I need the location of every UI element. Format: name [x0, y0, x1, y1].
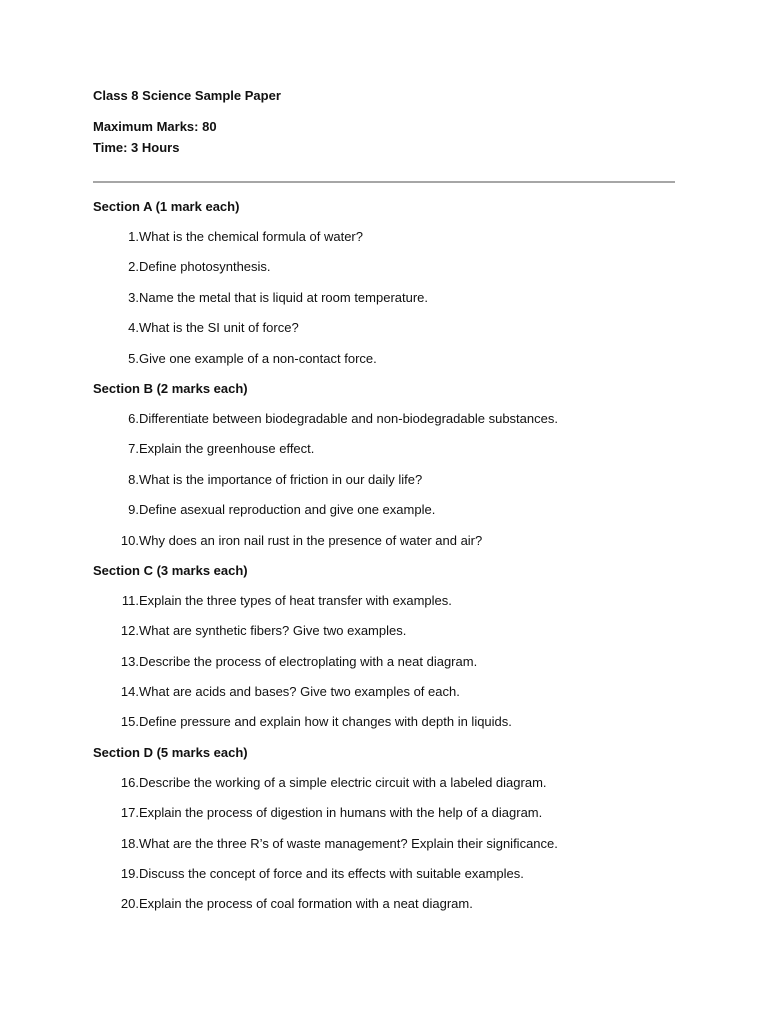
question-text: Differentiate between biodegradable and non-biodegradable substances.	[139, 410, 558, 426]
question-number: 9.	[128, 502, 139, 518]
question-text: Define asexual reproduction and give one example.	[139, 502, 436, 518]
question-number: 16.	[120, 774, 139, 790]
question-list	[93, 775, 693, 913]
question-text: What are acids and bases? Give two examples of each.	[139, 684, 460, 700]
question-number: 6.	[128, 410, 139, 426]
question-item	[93, 290, 693, 306]
question-number: 1.	[128, 229, 139, 244]
question-number: 11.	[121, 592, 139, 608]
section-heading: Section A (1 mark each)	[93, 199, 240, 214]
paper-title: Class 8 Science Sample Paper	[93, 88, 281, 103]
question-text: Describe the process of electroplating with a neat diagram.	[139, 653, 478, 669]
question-text: Explain the process of coal formation with a neat diagram.	[139, 896, 473, 912]
section-heading: Section D (5 marks each)	[93, 744, 248, 760]
question-item	[93, 593, 693, 609]
question-item	[93, 866, 693, 882]
question-item	[93, 351, 693, 367]
question-item	[93, 259, 693, 275]
question-item	[93, 320, 693, 336]
question-number: 12.	[120, 623, 139, 639]
question-text: Name the metal that is liquid at room temperature.	[139, 289, 429, 305]
question-text: What are synthetic fibers? Give two examples.	[139, 623, 407, 639]
question-number: 2.	[128, 259, 139, 275]
question-item	[93, 441, 693, 457]
question-number: 15.	[120, 714, 139, 730]
question-item	[93, 623, 693, 639]
question-number: 5.	[128, 350, 139, 366]
question-item	[93, 836, 693, 852]
question-number: 13.	[120, 653, 139, 669]
question-text: Explain the three types of heat transfer with examples.	[139, 592, 452, 608]
question-item	[93, 805, 693, 821]
question-text: What is the SI unit of force?	[139, 320, 299, 336]
question-text: Why does an iron nail rust in the presence of water and air?	[139, 532, 483, 548]
question-item	[93, 654, 693, 670]
question-item	[93, 714, 693, 730]
question-number: 7.	[128, 441, 139, 457]
question-item	[93, 229, 693, 245]
question-text: Describe the working of a simple electric circuit with a labeled diagram.	[139, 774, 547, 790]
time-allowed: Time: 3 Hours	[93, 140, 180, 155]
question-number: 3.	[128, 289, 139, 305]
question-number: 14.	[120, 684, 139, 700]
section-b	[93, 381, 693, 549]
section-heading: Section C (3 marks each)	[93, 562, 248, 578]
question-text: Define pressure and explain how it changes with depth in liquids.	[139, 714, 512, 730]
question-list	[93, 411, 693, 549]
question-item	[93, 472, 693, 488]
question-item	[93, 411, 693, 427]
question-item	[93, 684, 693, 700]
question-list	[93, 229, 693, 367]
question-number: 19.	[120, 866, 139, 882]
section-heading: Section B (2 marks each)	[93, 380, 248, 396]
question-number: 20.	[120, 896, 139, 912]
question-text: Explain the process of digestion in humans with the help of a diagram.	[139, 805, 543, 821]
question-number: 17.	[120, 805, 139, 821]
question-text: Define photosynthesis.	[139, 259, 271, 275]
question-number: 4.	[128, 320, 139, 336]
question-item	[93, 502, 693, 518]
maximum-marks: Maximum Marks: 80	[93, 119, 217, 134]
question-text: Explain the greenhouse effect.	[139, 441, 315, 457]
question-item	[93, 533, 693, 549]
question-text: What is the chemical formula of water?	[139, 229, 363, 244]
question-number: 8.	[128, 471, 139, 487]
question-text: What are the three R’s of waste management? Explain their significance.	[139, 835, 558, 851]
question-text: Discuss the concept of force and its effects with suitable examples.	[139, 866, 524, 882]
question-sections	[93, 199, 693, 927]
question-item	[93, 775, 693, 791]
section-c	[93, 563, 693, 731]
question-list	[93, 593, 693, 731]
section-a	[93, 199, 693, 367]
question-text: Give one example of a non-contact force.	[139, 350, 377, 366]
question-number: 10.	[120, 532, 139, 548]
horizontal-divider	[93, 181, 675, 183]
section-d	[93, 745, 693, 913]
question-text: What is the importance of friction in our daily life?	[139, 471, 423, 487]
question-item	[93, 896, 693, 912]
question-number: 18.	[120, 835, 139, 851]
